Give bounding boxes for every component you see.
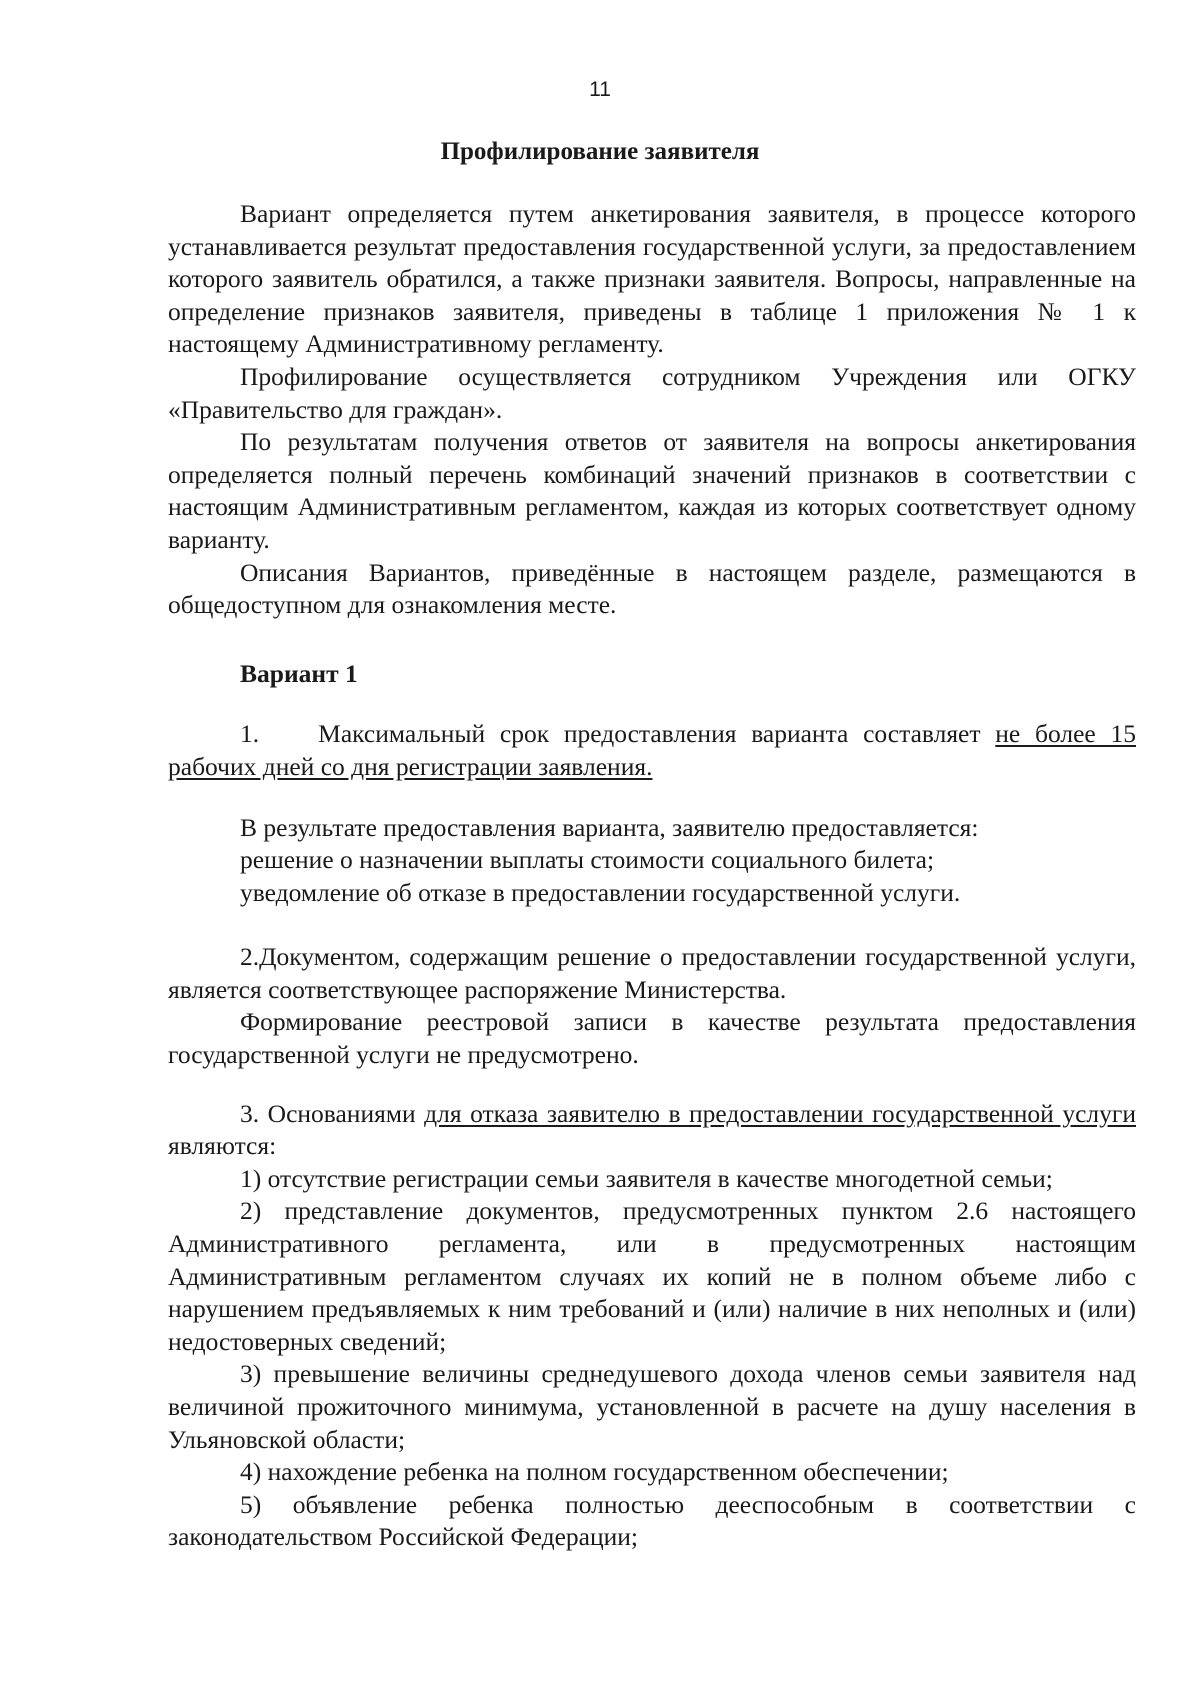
profiling-paragraph-3: По результатам получения ответов от заявителя на вопросы анкетирования определяется полный перечень комбинаций значений признаков в соответствии с настоящим Административным регламентом, каждая из которых соответствует одному варианту. <box>168 427 1136 554</box>
document-body <box>168 198 1136 1554</box>
item-3-refusal-grounds-intro <box>168 1098 1136 1163</box>
refusal-ground-4: 4) нахождение ребенка на полном государственном обеспечении; <box>240 1457 949 1487</box>
profiling-paragraph-1: Вариант определяется путем анкетирования заявителя, в процессе которого устанавливается результат предоставления государственной услуги, за предоставлением которого заявитель обратился, а также признаки заявителя. Вопросы, направленные на определение признаков заявителя, приведены в таблице 1 приложения № 1 к настоящему Административному регламенту. <box>168 199 1136 359</box>
item-3-prefix: 3. Основаниями <box>240 1098 425 1128</box>
item-1-text: Максимальный срок предоставления варианта составляет <box>318 719 996 749</box>
item-3-suffix: являются: <box>168 1131 277 1161</box>
profiling-paragraph-4: Описания Вариантов, приведённые в настоящем разделе, размещаются в общедоступном для ознакомления месте. <box>168 557 1136 620</box>
profiling-paragraph-2: Профилирование осуществляется сотрудником Учреждения или ОГКУ «Правительство для граждан». <box>168 361 1136 424</box>
result-line-1: В результате предоставления варианта, заявителю предоставляется: <box>240 812 979 842</box>
item-2-document-paragraph: 2.Документом, содержащим решение о предоставлении государственной услуги, является соответствующее распоряжение Министерства. <box>168 942 1136 1004</box>
page-number: 11 <box>589 78 611 101</box>
item-2-registry-paragraph: Формирование реестровой записи в качестве результата предоставления государственной услуги не предусмотрено. <box>168 1007 1136 1070</box>
section-title: Профилирование заявителя <box>440 138 760 165</box>
refusal-ground-3: 3) превышение величины среднедушевого дохода членов семьи заявителя над величиной прожиточного минимума, установленной в расчете на душу населения в Ульяновской области; <box>168 1359 1136 1454</box>
refusal-ground-1: 1) отсутствие регистрации семьи заявителя в качестве многодетной семьи; <box>240 1163 1053 1193</box>
item-1-max-term <box>168 718 1136 783</box>
item-1-number: 1. <box>240 719 260 749</box>
result-line-3: уведомление об отказе в предоставлении государственной услуги. <box>240 877 961 907</box>
refusal-ground-5: 5) объявление ребенка полностью дееспособным в соответствии с законодательством Российской Федерации; <box>168 1489 1136 1552</box>
item-1-term-underlined: не более 15 рабочих дней со дня регистрации заявления. <box>168 719 1137 781</box>
refusal-ground-2: 2) представление документов, предусмотренных пунктом 2.6 настоящего Административного регламента, или в предусмотренных настоящим Административным регламентом случаях их копий не в полном объеме либо с нарушением предъявляемых к ним требований и (или) наличие в них неполных и (или) недостоверных сведений; <box>168 1196 1136 1356</box>
result-line-2: решение о назначении выплаты стоимости социального билета; <box>240 845 935 875</box>
item-3-underlined: для отказа заявителю в предоставлении государственной услуги <box>424 1098 1136 1128</box>
variant-heading: Вариант 1 <box>240 658 358 688</box>
